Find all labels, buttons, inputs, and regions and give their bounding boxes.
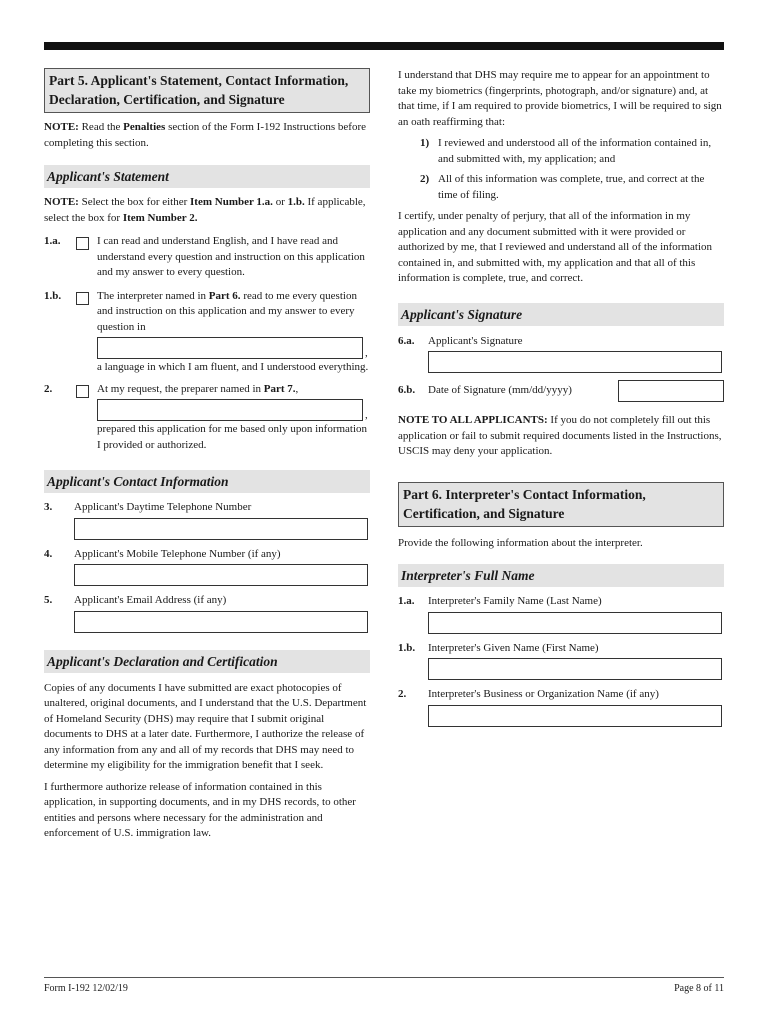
mobile-phone-field[interactable] bbox=[74, 564, 368, 586]
item-number: 2. bbox=[44, 382, 53, 395]
applicant-statement-heading: Applicant's Statement bbox=[44, 165, 370, 188]
item-1b-text: The interpreter named in Part 6. read to me every question and instruction on this application and my answer to every question in bbox=[97, 289, 357, 333]
interpreter-item-2: 2. Interpreter's Business or Organization Name (if any) bbox=[398, 687, 724, 727]
item-6a: 6.a. Applicant's Signature bbox=[398, 334, 724, 374]
item-2-checkbox[interactable] bbox=[76, 385, 89, 398]
applicant-signature-heading: Applicant's Signature bbox=[398, 303, 724, 326]
item-2-text: At my request, the preparer named in Part 7., bbox=[97, 382, 299, 395]
declaration-para-3: I understand that DHS may require me to appear for an appointment to take my biometrics (fingerprints, photograph, and/or signature) and, at that time, if I am required to provide biometrics, I will be required to sign an oath reaffirming that: bbox=[398, 69, 722, 128]
item-1b: 1.b. The interpreter named in Part 6. read to me every question and instruction on this application and my answer to every question in , a language in which I am fluent, and I understood everything. bbox=[44, 289, 370, 376]
item-1b-checkbox[interactable] bbox=[76, 292, 89, 305]
item-1a bbox=[44, 234, 370, 281]
form-id: Form I-192 12/02/19 bbox=[44, 983, 128, 994]
interpreter-organization-field[interactable] bbox=[428, 705, 722, 727]
item-number: 1.b. bbox=[44, 289, 62, 302]
right-column bbox=[398, 68, 724, 727]
part5-title: Part 5. Applicant's Statement, Contact Information, Declaration, Certification, and Signature bbox=[44, 68, 370, 113]
preparer-name-field[interactable] bbox=[97, 399, 363, 421]
signature-date-field[interactable] bbox=[618, 380, 724, 402]
footer-rule bbox=[44, 977, 724, 978]
interpreter-item-1b: 1.b. Interpreter's Given Name (First Name) bbox=[398, 641, 724, 681]
applicant-contact-heading: Applicant's Contact Information bbox=[44, 470, 370, 493]
oath-list-item-1: 1) I reviewed and understood all of the information contained in, and submitted with, my application; and bbox=[420, 137, 712, 165]
interpreter-item-1a: 1.a. Interpreter's Family Name (Last Name) bbox=[398, 594, 724, 634]
certification-para: I certify, under penalty of perjury, that all of the information in my application and any document submitted with it were provided or authorized by me, that I reviewed and understand all of the information contained in, and submitted with, my application and that all of this information is complete, true, and correct. bbox=[398, 210, 713, 284]
item-1a-checkbox[interactable] bbox=[76, 237, 89, 250]
oath-list bbox=[398, 136, 724, 203]
item-1a-text: I can read and understand English, and I have read and understand every question and instruction on this application and my answer to every question. bbox=[97, 235, 365, 278]
item-6b: 6.b. Date of Signature (mm/dd/yyyy) bbox=[398, 380, 724, 405]
applicant-signature-field[interactable] bbox=[428, 351, 722, 373]
part5-note: NOTE: Read the Penalties section of the Form I-192 Instructions before completing this section. bbox=[44, 121, 367, 149]
interpreter-given-name-field[interactable] bbox=[428, 658, 722, 680]
interpreter-full-name-heading: Interpreter's Full Name bbox=[398, 564, 724, 587]
part6-intro: Provide the following information about the interpreter. bbox=[398, 536, 643, 549]
item-2: 2. At my request, the preparer named in Part 7., , prepared this application for me based only upon information I provided or authorized. bbox=[44, 382, 370, 454]
item-3: 3. Applicant's Daytime Telephone Number bbox=[44, 500, 370, 540]
email-field[interactable] bbox=[74, 611, 368, 633]
interpreter-family-name-field[interactable] bbox=[428, 612, 722, 634]
interpreter-language-field[interactable] bbox=[97, 337, 363, 359]
item-2-after-text: prepared this application for me based only upon information I provided or authorized. bbox=[97, 423, 368, 451]
oath-list-item-2: 2) All of this information was complete, true, and correct at the time of filing. bbox=[420, 173, 705, 201]
note-to-all-applicants: NOTE TO ALL APPLICANTS: If you do not completely fill out this application or fail to submit required documents listed in the Instructions, USCIS may deny your application. bbox=[398, 414, 722, 457]
item-1b-after-text: a language in which I am fluent, and I understood everything. bbox=[97, 361, 369, 373]
item-number: 1.a. bbox=[44, 235, 61, 247]
declaration-para-1: Copies of any documents I have submitted are exact photocopies of unaltered, original documents, and I understand that the U.S. Department of Homeland Security (DHS) may require that I submit original documents to DHS at a later date. Furthermore, I authorize the release of any information from any and all of my records that DHS may need to determine my eligibility for the immigration benefit that I seek. bbox=[44, 681, 367, 771]
left-column bbox=[44, 68, 370, 842]
daytime-phone-field[interactable] bbox=[74, 518, 368, 540]
declaration-para-2: I furthermore authorize release of information contained in this application, in supporting documents, and in my DHS records, to other entities and persons where necessary for the administration and enforcement of U.S. immigration law. bbox=[44, 780, 356, 839]
statement-note: NOTE: Select the box for either Item Number 1.a. or 1.b. If applicable, select the box for Item Number 2. bbox=[44, 196, 366, 224]
applicant-declaration-heading: Applicant's Declaration and Certification bbox=[44, 650, 370, 673]
page-number: Page 8 of 11 bbox=[674, 983, 724, 994]
item-4: 4. Applicant's Mobile Telephone Number (if any) bbox=[44, 547, 370, 587]
item-5: 5. Applicant's Email Address (if any) bbox=[44, 593, 370, 633]
top-rule bbox=[44, 42, 724, 50]
part6-title: Part 6. Interpreter's Contact Information, Certification, and Signature bbox=[398, 482, 724, 527]
